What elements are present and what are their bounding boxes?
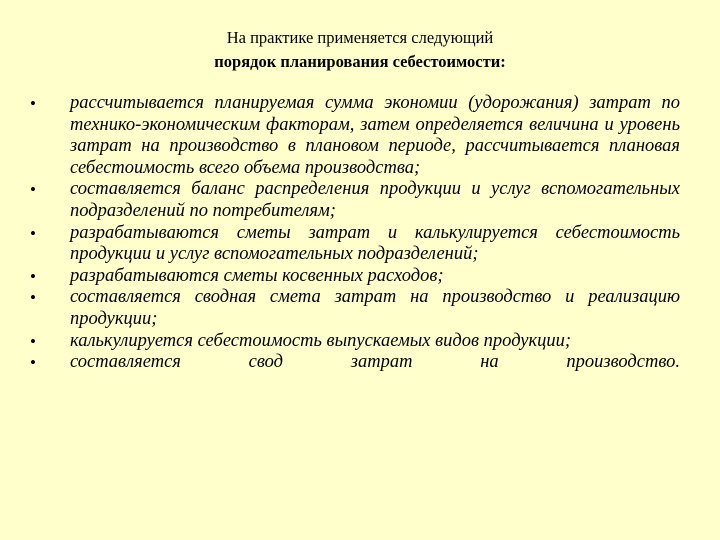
bullet-icon: • xyxy=(30,223,36,243)
list-item-text: калькулируется себестоимость выпускаемых видов продукции; xyxy=(70,330,572,351)
bullet-icon: • xyxy=(30,353,36,373)
bullet-icon: • xyxy=(30,288,36,308)
list-item-text: составляется баланс распределения продукции и услуг вспомогательных подразделений по потребителям; xyxy=(70,179,680,221)
list-item xyxy=(30,287,680,330)
title-line-2: порядок планирования себестоимости: xyxy=(214,52,506,71)
list-item-text: рассчитывается планируемая сумма экономии (удорожания) затрат по технико-экономическим факторам, затем определяется величина и уровень затрат на производство в плановом периоде, рассчитывается плановая себестоимость всего объема производства; xyxy=(70,93,680,178)
list-item xyxy=(30,266,680,288)
title-line-1: На практике применяется следующий xyxy=(226,28,494,47)
list-item xyxy=(30,352,680,374)
list-item xyxy=(30,93,680,179)
bullet-icon: • xyxy=(30,94,36,113)
list-item-text: составляется свод затрат на производство. xyxy=(70,352,680,373)
list-item xyxy=(30,179,680,222)
list-item xyxy=(30,331,680,353)
bullet-list xyxy=(30,93,680,374)
list-item-text: составляется сводная смета затрат на производство и реализацию продукции; xyxy=(70,287,680,329)
slide-title xyxy=(60,26,660,74)
list-item xyxy=(30,223,680,266)
bullet-icon: • xyxy=(30,266,36,286)
list-item-text: разрабатываются сметы затрат и калькулируется себестоимость продукции и услуг вспомогательных подразделений; xyxy=(70,222,680,265)
list-item-text: разрабатываются сметы косвенных расходов; xyxy=(70,265,444,286)
bullet-icon: • xyxy=(30,180,36,200)
bullet-icon: • xyxy=(30,331,36,351)
